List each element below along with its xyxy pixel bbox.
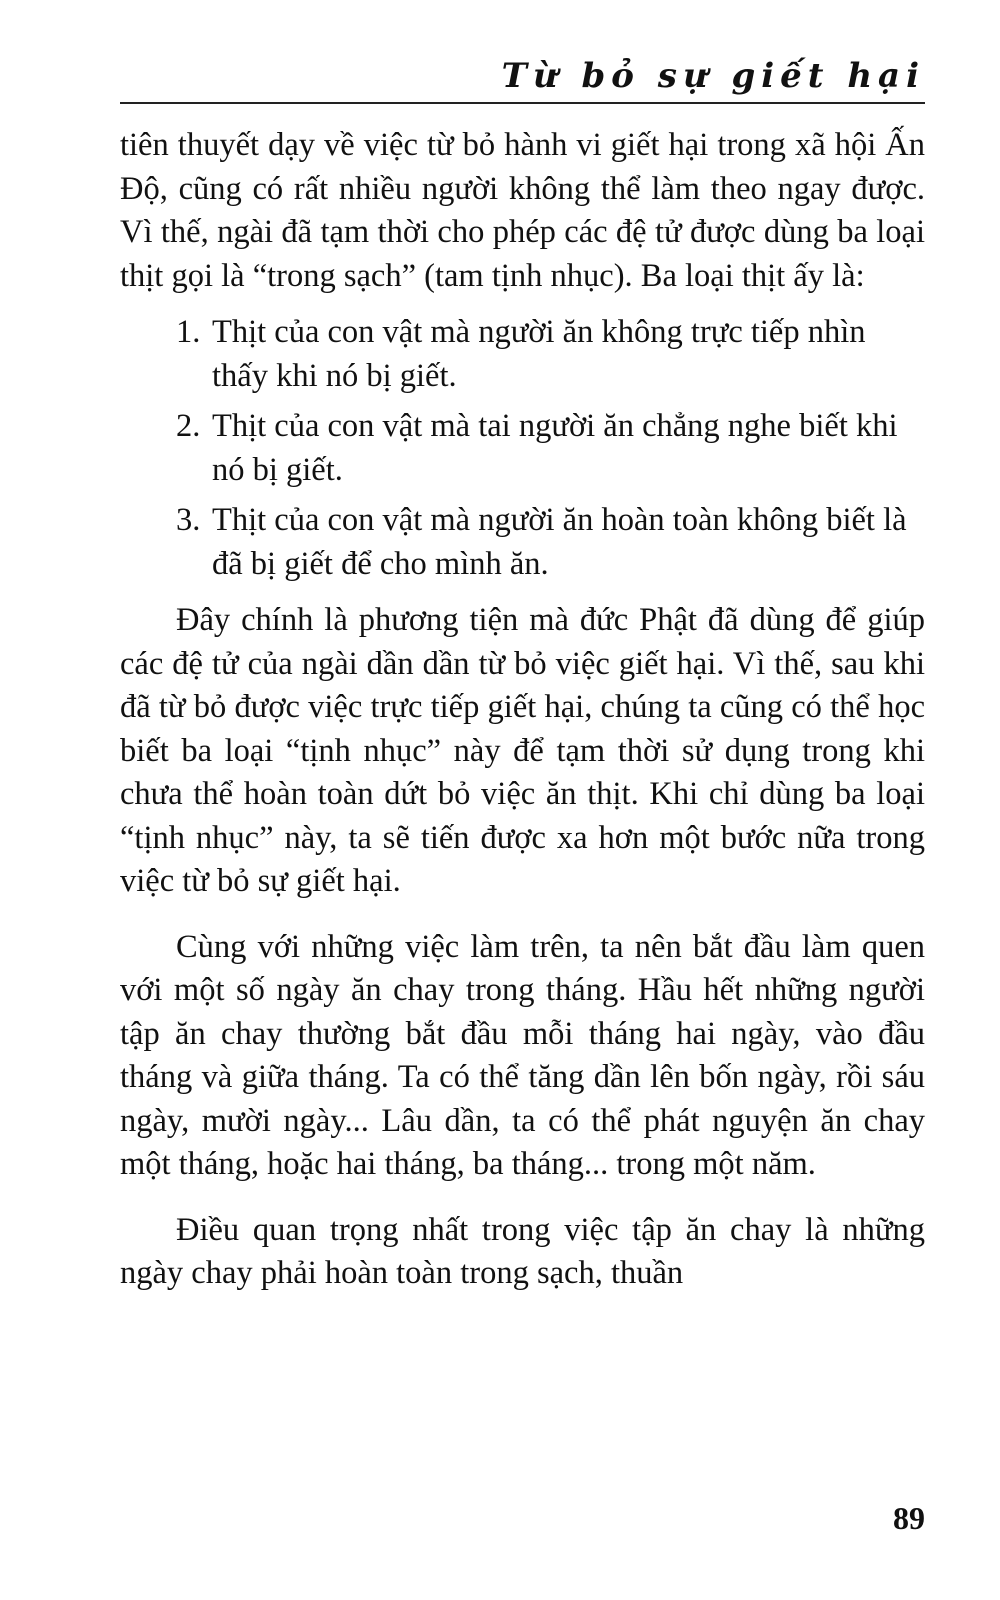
running-header: Từ bỏ sự giết hại <box>501 56 925 96</box>
list-item-number: 1. <box>176 314 201 350</box>
list-item <box>120 405 925 492</box>
paragraph: Cùng với những việc làm trên, ta nên bắt đầu làm quen với một số ngày ăn chay trong tháng. Hầu hết những người tập ăn chay thường bắt đầu mỗi tháng hai ngày, vào đầu tháng và giữa tháng. Ta có thể tăng dần lên bốn ngày, rồi sáu ngày, mười ngày... Lâu dần, ta có thể phát nguyện ăn chay một tháng, hoặc hai tháng, ba tháng... trong một năm. <box>120 928 925 1182</box>
paragraph: Điều quan trọng nhất trong việc tập ăn chay là những ngày chay phải hoàn toàn trong sạch, thuần <box>120 1211 925 1291</box>
list-item-text: Thịt của con vật mà người ăn hoàn toàn không biết là đã bị giết để cho mình ăn. <box>212 502 907 582</box>
list-item <box>120 311 925 398</box>
paragraph-continued: tiên thuyết dạy về việc từ bỏ hành vi giết hại trong xã hội Ấn Độ, cũng có rất nhiều người không thể làm theo ngay được. Vì thế, ngài đã tạm thời cho phép các đệ tử được dùng ba loại thịt gọi là “trong sạch” (tam tịnh nhục). Ba loại thịt ấy là: <box>120 127 925 294</box>
list-item-text: Thịt của con vật mà tai người ăn chẳng nghe biết khi nó bị giết. <box>212 408 898 488</box>
list-item <box>120 499 925 586</box>
list-item-text: Thịt của con vật mà người ăn không trực tiếp nhìn thấy khi nó bị giết. <box>212 314 866 394</box>
page-number: 89 <box>893 1500 925 1536</box>
numbered-list <box>120 311 925 586</box>
header-rule <box>120 102 925 104</box>
list-item-number: 3. <box>176 502 201 538</box>
page-body <box>120 124 925 1296</box>
paragraph: Đây chính là phương tiện mà đức Phật đã dùng để giúp các đệ tử của ngài dần dần từ bỏ việc giết hại. Vì thế, sau khi đã từ bỏ được việc trực tiếp giết hại, chúng ta cũng có thể học biết ba loại “tịnh nhục” này để tạm thời sử dụng trong khi chưa thể hoàn toàn dứt bỏ việc ăn thịt. Khi chỉ dùng ba loại “tịnh nhục” này, ta sẽ tiến được xa hơn một bước nữa trong việc từ bỏ sự giết hại. <box>120 602 925 899</box>
list-item-number: 2. <box>176 408 201 444</box>
